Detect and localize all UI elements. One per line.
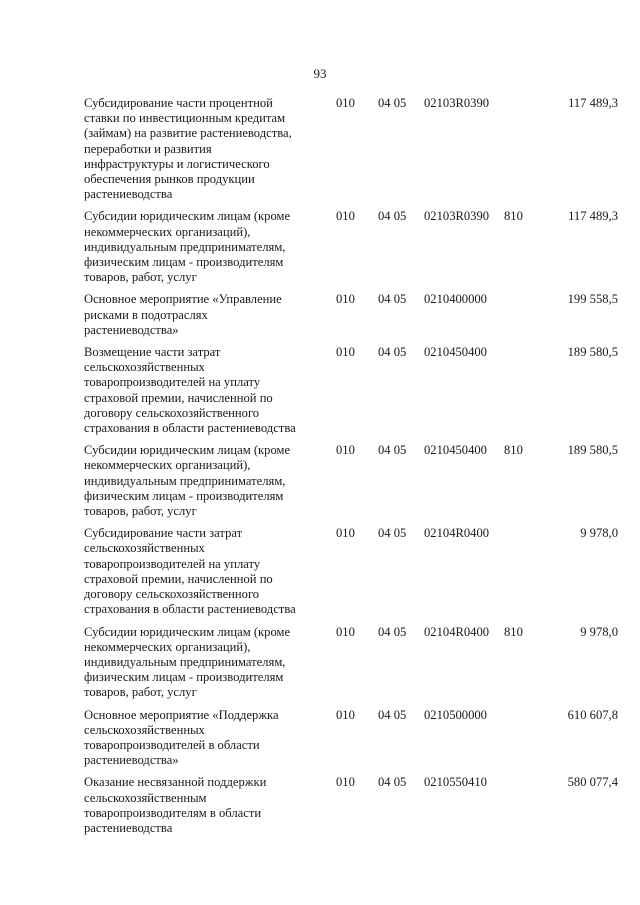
row-description: Субсидирование части затрат сельскохозяйственных товаропроизводителей на уплату страховой премии, начисленной по договору сельскохозяйственного страхования в области растениеводства <box>84 526 296 617</box>
table-row <box>84 775 624 836</box>
table-row <box>84 708 624 769</box>
table-row <box>84 292 624 338</box>
row-description: Основное мероприятие «Управление рисками в подотраслях растениеводства» <box>84 292 282 337</box>
row-description: Субсидии юридическим лицам (кроме некоммерческих организаций), индивидуальным предпринимателям, физическим лицам - производителям товаров, работ, услуг <box>84 209 291 285</box>
row-description: Субсидирование части процентной ставки по инвестиционным кредитам (займам) на развитие растениеводства, переработки и развития инфраструктуры и логистического обеспечения рынков продукции растениеводства <box>84 96 292 202</box>
row-target-code: 0210550410 <box>424 775 487 790</box>
budget-table <box>84 96 624 843</box>
row-target-code: 02104R0400 <box>424 526 490 541</box>
row-description: Субсидии юридическим лицам (кроме некоммерческих организаций), индивидуальным предпринимателям, физическим лицам - производителям товаров, работ, услуг <box>84 443 291 519</box>
row-admin-code: 010 <box>336 707 355 722</box>
table-row <box>84 526 624 617</box>
row-description: Возмещение части затрат сельскохозяйственных товаропроизводителей на уплату страховой премии, начисленной по договору сельскохозяйственного страхования в области растениеводства <box>84 345 296 436</box>
row-target-code: 0210400000 <box>424 292 487 307</box>
row-amount: 580 077,4 <box>567 775 618 790</box>
page-number: 93 <box>313 66 327 81</box>
row-admin-code: 010 <box>336 443 355 458</box>
row-admin-code: 010 <box>336 526 355 541</box>
table-row <box>84 209 624 285</box>
row-target-code: 02103R0390 <box>424 96 490 110</box>
row-expense-type: 810 <box>504 443 523 458</box>
row-section-code: 04 05 <box>378 209 407 224</box>
row-admin-code: 010 <box>336 209 355 224</box>
row-admin-code: 010 <box>336 96 355 110</box>
row-amount: 9 978,0 <box>580 624 618 639</box>
row-section-code: 04 05 <box>378 775 407 790</box>
table-row <box>84 625 624 701</box>
row-target-code: 0210450400 <box>424 345 487 360</box>
row-amount: 610 607,8 <box>567 707 618 722</box>
row-target-code: 02104R0400 <box>424 624 490 639</box>
row-amount: 189 580,5 <box>567 345 618 360</box>
row-amount: 117 489,3 <box>568 209 618 224</box>
row-section-code: 04 05 <box>378 526 407 541</box>
row-description: Субсидии юридическим лицам (кроме некоммерческих организаций), индивидуальным предпринимателям, физическим лицам - производителям товаров, работ, услуг <box>84 624 291 700</box>
row-amount: 199 558,5 <box>567 292 618 307</box>
row-admin-code: 010 <box>336 624 355 639</box>
row-section-code: 04 05 <box>378 624 407 639</box>
row-target-code: 0210450400 <box>424 443 487 458</box>
row-section-code: 04 05 <box>378 292 407 307</box>
row-amount: 189 580,5 <box>567 443 618 458</box>
row-target-code: 02103R0390 <box>424 209 490 224</box>
row-admin-code: 010 <box>336 345 355 360</box>
table-row <box>84 96 624 202</box>
row-amount: 9 978,0 <box>580 526 618 541</box>
row-section-code: 04 05 <box>378 707 407 722</box>
row-section-code: 04 05 <box>378 345 407 360</box>
table-row <box>84 345 624 436</box>
table-row <box>84 443 624 519</box>
row-admin-code: 010 <box>336 292 355 307</box>
row-description: Оказание несвязанной поддержки сельскохозяйственным товаропроизводителям в области растениеводства <box>84 775 267 835</box>
row-section-code: 04 05 <box>378 96 407 110</box>
row-target-code: 0210500000 <box>424 707 487 722</box>
row-description: Основное мероприятие «Поддержка сельскохозяйственных товаропроизводителей в области растениеводства» <box>84 707 279 768</box>
row-expense-type: 810 <box>504 209 523 224</box>
row-amount: 117 489,3 <box>568 96 618 110</box>
row-expense-type: 810 <box>504 624 523 639</box>
row-admin-code: 010 <box>336 775 355 790</box>
row-section-code: 04 05 <box>378 443 407 458</box>
